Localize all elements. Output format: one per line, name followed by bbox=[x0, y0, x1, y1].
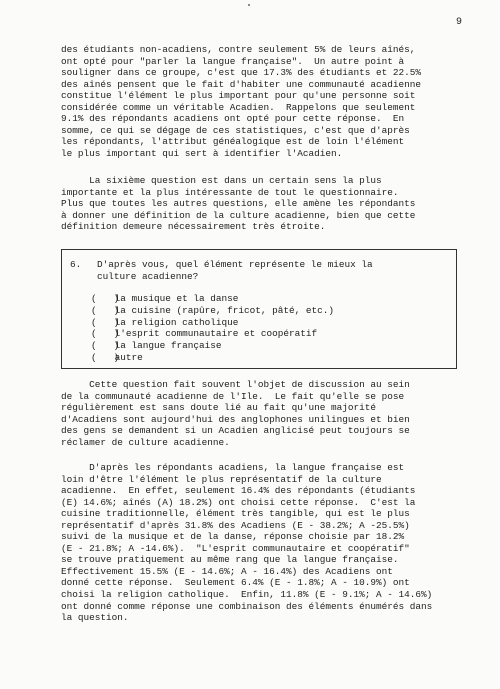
question-box bbox=[61, 249, 457, 369]
option-list bbox=[91, 293, 334, 364]
text-line: (E) 14.6%; aînés (A) 18.2%) ont choisi cette réponse. C'est la bbox=[61, 496, 416, 508]
question-line: D'après vous, quel élément représente le mieux la bbox=[97, 259, 373, 270]
text-line: le plus important qui sert à identifier l'Acadien. bbox=[61, 147, 343, 159]
text-line: loin d'être l'élément le plus représentatif de la culture bbox=[61, 473, 382, 485]
option-label: autre bbox=[114, 351, 143, 363]
text-line: cuisine traditionnelle, élément très tangible, qui est le plus bbox=[61, 508, 410, 520]
text-line: des étudiants non-acadiens, contre seulement 5% de leurs aînés, bbox=[61, 44, 416, 55]
text-line: importante et la plus intéressante de tout le questionnaire. bbox=[61, 186, 399, 198]
text-line: se trouve pratiquement au même rang que la langue française. bbox=[61, 554, 399, 566]
text-line: à donner une définition de la culture acadienne, bien que cette bbox=[61, 209, 416, 221]
checkbox-blank: ( ) bbox=[91, 293, 120, 304]
text-line: La sixième question est dans un certain sens la plus bbox=[61, 175, 382, 186]
option-item bbox=[91, 305, 334, 317]
text-line: définition demeure nécessairement très étroite. bbox=[61, 221, 326, 233]
question-number: 6. bbox=[70, 259, 82, 270]
text-line: la question. bbox=[61, 612, 129, 624]
text-line: Cette question fait souvent l'objet de discussion au sein bbox=[61, 379, 410, 390]
text-line: Plus que toutes les autres questions, elle amène les répondants bbox=[61, 198, 416, 210]
text-line: des aînés pensent que le fait d'habiter une communauté acadienne bbox=[61, 78, 422, 90]
checkbox-blank: ( ) bbox=[91, 351, 120, 363]
text-line: somme, ce qui se dégage de ces statistiques, c'est que d'après bbox=[61, 124, 410, 136]
checkbox-blank: ( ) bbox=[91, 304, 120, 316]
option-label: la musique et la danse bbox=[114, 293, 239, 304]
paragraph-4 bbox=[61, 462, 461, 624]
text-line: les répondants, l'attribut généalogique est de loin l'élément bbox=[61, 136, 405, 148]
text-line: suivi de la musique et de la danse, réponse choisie par 18.2% bbox=[61, 531, 405, 543]
checkbox-blank: ( ) bbox=[91, 316, 120, 328]
scan-speck bbox=[248, 4, 250, 6]
paragraph-1 bbox=[61, 44, 461, 159]
checkbox-blank: ( ) bbox=[91, 340, 120, 352]
text-line: Effectivement 15.5% (E - 14.6%; A - 16.4%) des Acadiens ont bbox=[61, 565, 393, 577]
text-line: d'Acadiens sont aujourd'hui des anglophones unilingues et bien bbox=[61, 413, 410, 425]
text-line: 9.1% des répondants acadiens ont opté pour cette réponse. En bbox=[61, 113, 405, 125]
text-line: réclamer de culture acadienne. bbox=[61, 436, 230, 448]
text-line: ont opté pour "parler la langue française". Un autre point à bbox=[61, 55, 405, 67]
option-item bbox=[91, 340, 334, 352]
option-item bbox=[91, 293, 334, 305]
checkbox-blank: ( ) bbox=[91, 328, 120, 340]
text-line: (E - 21.8%; A -14.6%). "L'esprit communautaire et coopératif" bbox=[61, 542, 410, 554]
option-label: la cuisine (rapûre, fricot, pâté, etc.) bbox=[114, 304, 335, 316]
text-line: choisi la religion catholique. Enfin, 11.8% (E - 9.1%; A - 14.6%) bbox=[61, 589, 433, 601]
text-line: régulièrement est sans doute lié au fait qu'une majorité bbox=[61, 402, 377, 414]
text-line: donné cette réponse. Seulement 6.4% (E - 1.8%; A - 10.9%) ont bbox=[61, 577, 410, 589]
page-number: 9 bbox=[455, 17, 462, 28]
option-label: la religion catholique bbox=[114, 316, 239, 328]
paragraph-2 bbox=[61, 175, 461, 233]
text-line: constitue l'élément le plus important pour qu'une personne soit bbox=[61, 90, 416, 102]
option-label: l'esprit communautaire et coopératif bbox=[114, 328, 318, 340]
option-label: la langue française bbox=[114, 340, 222, 352]
question-line: culture acadienne? bbox=[97, 270, 199, 282]
text-line: considérée comme un véritable Acadien. Rappelons que seulement bbox=[61, 101, 416, 113]
question-text bbox=[97, 259, 373, 282]
text-line: souligner dans ce groupe, c'est que 17.3% des étudiants et 22.5% bbox=[61, 67, 422, 79]
text-line: acadienne. En effet, seulement 16.4% des répondants (étudiants bbox=[61, 485, 416, 497]
paragraph-3 bbox=[61, 379, 461, 448]
text-line: des gens se demandent si un Acadien anglicisé peut toujours se bbox=[61, 425, 410, 437]
option-item bbox=[91, 317, 334, 329]
text-line: ont donné comme réponse une combinaison des éléments énumérés dans bbox=[61, 600, 433, 612]
text-line: D'après les répondants acadiens, la langue française est bbox=[61, 462, 405, 473]
option-item bbox=[91, 328, 334, 340]
option-item bbox=[91, 352, 334, 364]
text-line: de la communauté acadienne de l'Ile. Le fait qu'elle se pose bbox=[61, 390, 405, 402]
text-line: représentatif d'après 31.8% des Acadiens (E - 38.2%; A -25.5%) bbox=[61, 519, 410, 531]
